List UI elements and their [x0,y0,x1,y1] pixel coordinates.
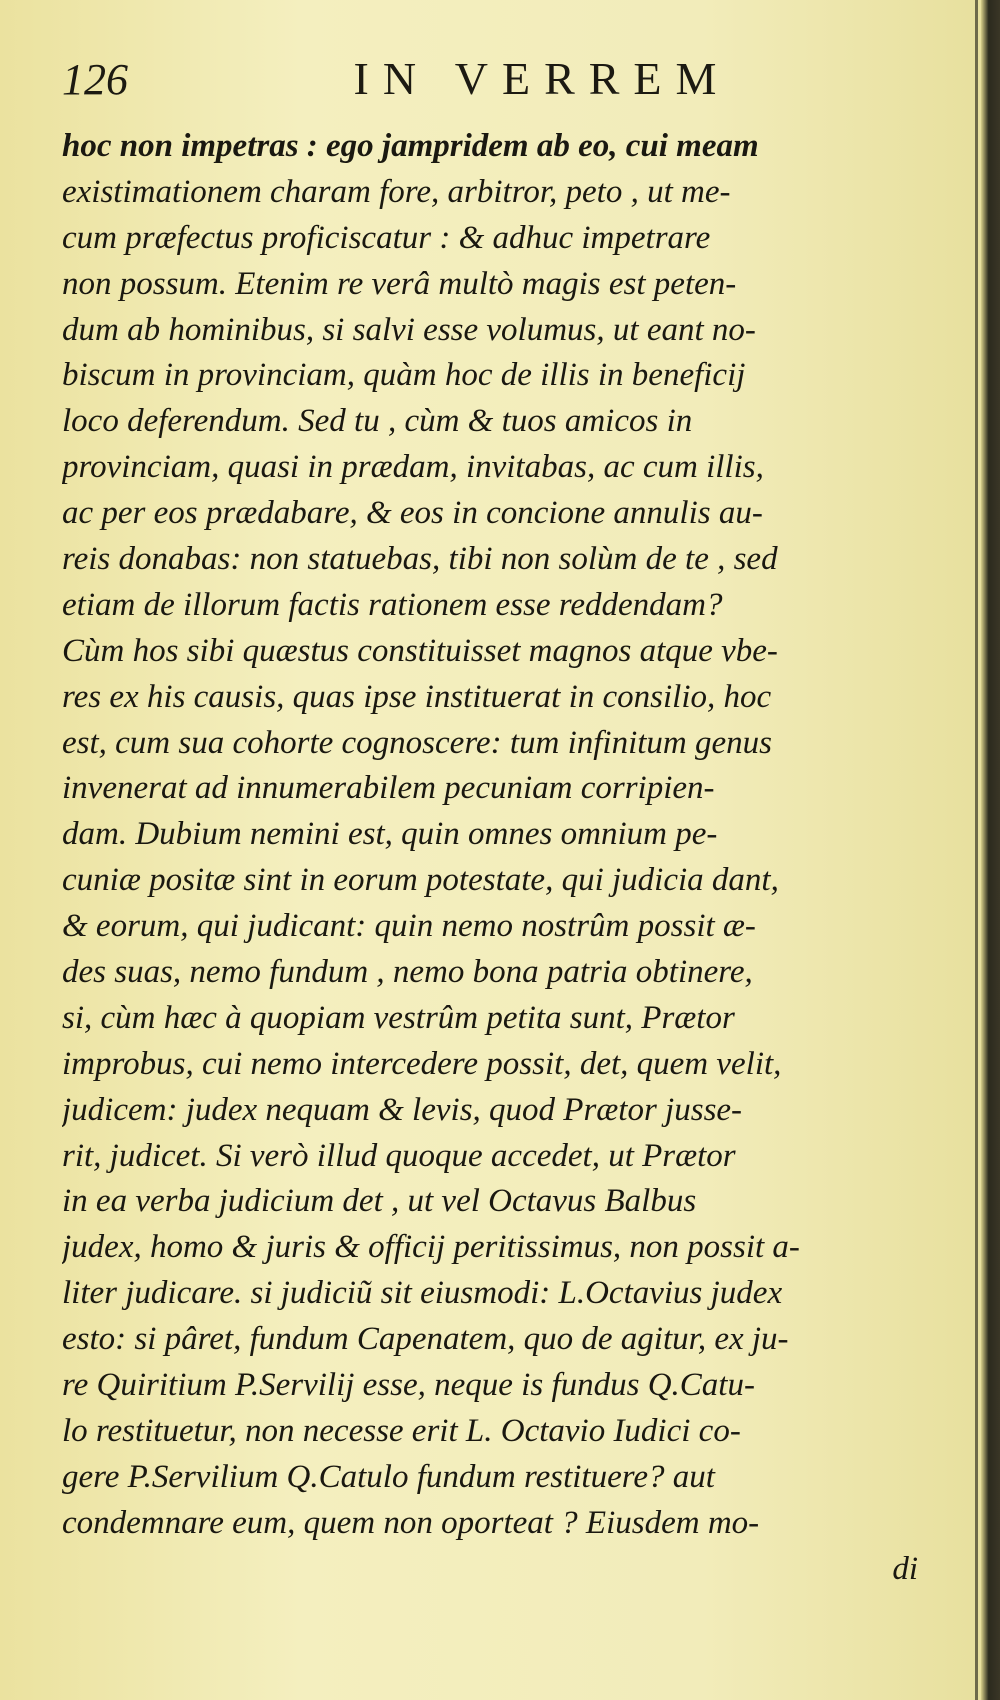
text-line: improbus, cui nemo intercedere possit, det, quem velit, [62,1045,782,1082]
text-line: judicem: judex nequam & levis, quod Prætor jusse- [62,1091,743,1128]
text-line: non possum. Etenim re verâ multò magis est peten- [62,265,737,302]
page-number: 126 [62,55,128,104]
running-head: IN VERREM [353,53,731,104]
text-line: existimationem charam fore, arbitror, peto , ut me- [62,173,731,210]
text-line: cum præfectus proficiscatur : & adhuc impetrare [62,219,711,256]
text-line: si, cùm hæc à quopiam vestrûm petita sunt, Prætor [62,999,735,1036]
text-line: Cùm hos sibi quæstus constituisset magnos atque vbe- [62,632,778,669]
text-line: ac per eos prædabare, & eos in concione annulis au- [62,495,763,532]
text-line: in ea verba judicium det , ut vel Octavus Balbus [62,1183,697,1220]
catchword: di [892,1550,918,1587]
text-line: re Quiritium P.Servilij esse, neque is fundus Q.Catu- [62,1367,755,1404]
text-line: gere P.Servilium Q.Catulo fundum restituere? aut [62,1458,715,1495]
text-line: cuniæ positæ sint in eorum potestate, qui judicia dant, [62,862,779,899]
text-line: dam. Dubium nemini est, quin omnes omnium pe- [62,816,718,853]
text-line: dum ab hominibus, si salvi esse volumus, ut eant no- [62,311,756,348]
text-line: esto: si pâret, fundum Capenatem, quo de agitur, ex ju- [62,1321,789,1358]
text-line: condemnare eum, quem non oporteat ? Eiusdem mo- [62,1504,760,1541]
text-line: reis donabas: non statuebas, tibi non solùm de te , sed [62,541,778,578]
page-header [62,50,942,110]
text-line: est, cum sua cohorte cognoscere: tum infinitum genus [62,724,772,761]
text-line: loco deferendum. Sed tu , cùm & tuos amicos in [62,403,693,440]
text-line: invenerat ad innumerabilem pecuniam corripien- [62,770,715,807]
text-line: judex, homo & juris & officij peritissimus, non possit a- [62,1229,800,1266]
text-line: hoc non impetras : ego jampridem ab eo, cui meam [62,128,759,164]
text-line: provinciam, quasi in prædam, invitabas, ac cum illis, [62,449,764,486]
text-line: rit, judicet. Si verò illud quoque accedet, ut Prætor [62,1137,736,1174]
text-line: biscum in provinciam, quàm hoc de illis in beneficij [62,357,746,394]
text-line: etiam de illorum factis rationem esse reddendam? [62,586,723,623]
text-line: lo restituetur, non necesse erit L. Octavio Iudici co- [62,1412,741,1449]
text-line: liter judicare. si judiciũ sit eiusmodi: L.Octavius judex [62,1275,783,1312]
body-text [62,124,942,1593]
text-line: res ex his causis, quas ipse instituerat in consilio, hoc [62,678,772,715]
text-line: & eorum, qui judicant: quin nemo nostrûm possit æ- [62,908,756,945]
book-spine-edge [981,0,1000,1700]
text-line: des suas, nemo fundum , nemo bona patria obtinere, [62,954,753,991]
gutter-line [975,0,978,1700]
